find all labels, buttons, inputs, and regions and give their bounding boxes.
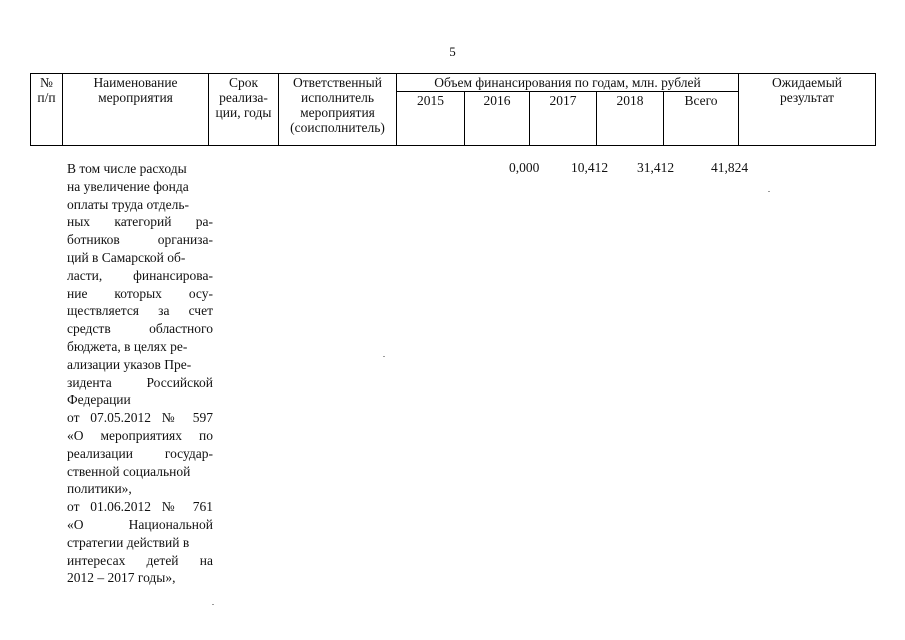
scan-speck [383,356,385,357]
header-result: Ожидаемый результат [739,74,876,146]
value-total: 41,824 [711,160,749,175]
value-2017: 10,412 [571,160,609,175]
header-financing: Объем финансирования по годам, млн. рублей [397,74,739,92]
row-description: В том числе расходы на увеличение фонда оплаты труда отдель- ных категорий ра- ботников организа- ций в Самарской об- ласти, финансирова- ние которых осу- ществляется за счет средств областного бюджета, в целях ре- ализации указов Пре- зидента Российской Федерации от 07.05.2012 № 597 «О мероприятиях по реализации государ- ственной социальной политики», от 01.06.2012 № 761 «О Национальной стратегии действий в интересах детей на 2012 – 2017 годы», [67,161,213,586]
header-number: № п/п [31,74,63,146]
scan-speck [212,604,214,605]
header-total: Всего [664,92,739,146]
scan-speck [768,191,770,192]
value-2018: 31,412 [637,160,675,175]
header-name: Наименование мероприятия [63,74,209,146]
header-term: Срок реализа- ции, годы [209,74,279,146]
header-year-2018: 2018 [597,92,664,146]
header-year-2017: 2017 [530,92,597,146]
header-responsible: Ответственный исполнитель мероприятия (соисполнитель) [279,74,397,146]
table-header [30,73,876,146]
header-year-2016: 2016 [465,92,530,146]
page-number: 5 [449,44,456,59]
header-year-2015: 2015 [397,92,465,146]
value-2016: 0,000 [509,160,540,175]
